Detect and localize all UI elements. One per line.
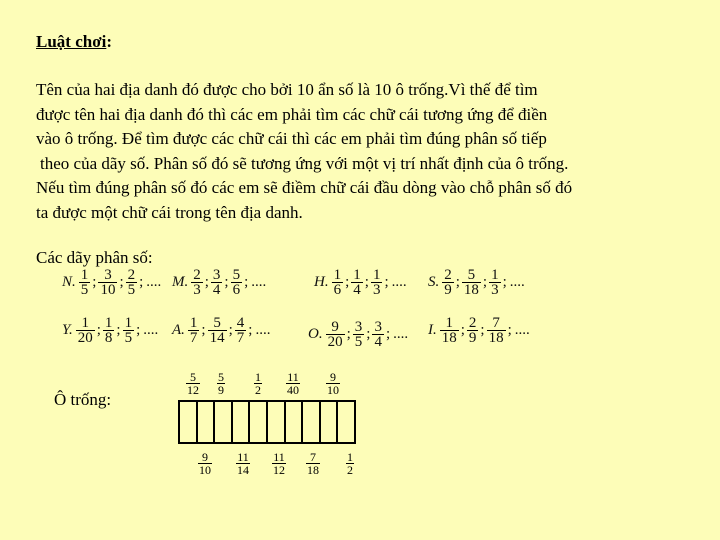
sequence-letter: M. <box>172 274 189 290</box>
denominator: 40 <box>287 383 299 397</box>
fraction <box>126 268 138 297</box>
sequence-letter: O. <box>308 326 323 342</box>
fraction <box>79 268 91 297</box>
numerator: 5 <box>213 315 221 331</box>
denominator: 9 <box>468 330 477 346</box>
answer-cell[interactable] <box>198 402 216 442</box>
numerator: 3 <box>354 319 363 335</box>
sequence-letter: N. <box>62 274 76 290</box>
comma: ; <box>244 274 249 290</box>
comma: ; <box>92 274 97 290</box>
numerator: 1 <box>80 267 89 283</box>
fraction <box>211 268 223 297</box>
denominator: 5 <box>124 330 133 346</box>
denominator: 9 <box>444 282 452 298</box>
denominator: 3 <box>491 282 499 298</box>
denominator: 20 <box>77 330 93 346</box>
comma: ; <box>502 274 507 290</box>
ellipsis: .... <box>509 274 525 290</box>
paragraph-line: Tên của hai địa danh đó được cho bởi 10 ẩn số là 10 ô trống.Vì thế để tìm <box>36 80 538 99</box>
numerator: 5 <box>218 370 224 384</box>
fraction <box>235 316 247 345</box>
fraction <box>103 316 115 345</box>
answer-cell[interactable] <box>268 402 286 442</box>
comma: ; <box>366 326 371 342</box>
denominator: 2 <box>255 383 261 397</box>
cell-fraction-label <box>272 448 286 476</box>
numerator: 1 <box>491 267 499 283</box>
cell-fraction-label <box>306 448 320 476</box>
numerator: 7 <box>492 315 500 331</box>
numerator: 9 <box>330 370 336 384</box>
sequence-a <box>172 316 270 345</box>
denominator: 5 <box>127 282 136 298</box>
fraction <box>191 268 203 297</box>
sequence-y <box>62 316 158 345</box>
numerator: 1 <box>81 315 89 331</box>
fraction <box>326 320 345 349</box>
numerator: 1 <box>124 315 133 331</box>
denominator: 8 <box>104 330 113 346</box>
numerator: 11 <box>237 450 249 464</box>
sequence-letter: A. <box>172 322 185 338</box>
denominator: 4 <box>374 334 382 350</box>
comma: ; <box>482 274 488 290</box>
cell-fraction-label <box>254 368 262 396</box>
sequence-m <box>172 268 266 297</box>
denominator: 4 <box>212 282 221 298</box>
numerator: 4 <box>236 315 245 331</box>
sequence-letter: H. <box>314 274 329 290</box>
paragraph-line: Nếu tìm đúng phân số đó các em sẽ điềm chữ cái đầu dòng vào chỗ phân số đó <box>36 178 573 197</box>
answer-cell[interactable] <box>338 402 354 442</box>
comma: ; <box>224 274 229 290</box>
answer-cell[interactable] <box>286 402 304 442</box>
fraction <box>332 268 344 297</box>
comma: ; <box>480 322 485 338</box>
cell-fraction-label <box>346 448 354 476</box>
fraction <box>208 316 227 345</box>
answer-cell[interactable] <box>233 402 251 442</box>
ellipsis: .... <box>393 326 409 342</box>
sequence-h <box>314 268 407 297</box>
numerator: 3 <box>374 319 382 335</box>
paragraph-line: ta được một chữ cái trong tên địa danh. <box>36 202 303 222</box>
numerator: 9 <box>331 319 339 335</box>
comma: ; <box>460 322 465 338</box>
numerator: 3 <box>104 267 112 283</box>
numerator: 2 <box>468 315 477 331</box>
fraction <box>489 268 501 297</box>
fraction <box>188 316 200 345</box>
cells-label: Ô trống: <box>54 390 112 409</box>
answer-cell[interactable] <box>303 402 321 442</box>
numerator: 11 <box>287 370 299 384</box>
numerator: 2 <box>444 267 452 283</box>
denominator: 10 <box>100 282 116 298</box>
sequence-letter: S. <box>428 274 440 290</box>
cell-fraction-label <box>326 368 340 396</box>
sequences-label: Các dãy phân số: <box>36 248 153 267</box>
comma: ; <box>136 322 141 338</box>
denominator: 6 <box>232 282 241 298</box>
paragraph-line: được tên hai địa danh đó thì các em phải tìm các chữ cái tương ứng để điền <box>36 104 548 124</box>
comma: ; <box>96 322 101 338</box>
answer-cell[interactable] <box>250 402 268 442</box>
comma: ; <box>507 322 512 338</box>
comma: ; <box>248 322 253 338</box>
denominator: 18 <box>307 463 319 477</box>
sequence-s <box>428 268 525 297</box>
cell-fraction-label <box>186 368 200 396</box>
denominator: 18 <box>441 330 457 346</box>
comma: ; <box>228 322 233 338</box>
fraction <box>351 268 363 297</box>
denominator: 4 <box>353 282 361 298</box>
sequence-n <box>62 268 161 297</box>
denominator: 5 <box>354 334 363 350</box>
numerator: 9 <box>202 450 208 464</box>
denominator: 10 <box>199 463 211 477</box>
numerator: 11 <box>273 450 285 464</box>
rules-title-text: Luật chơi <box>36 32 107 51</box>
fraction <box>353 320 365 349</box>
sequence-letter: Y. <box>62 322 73 338</box>
numerator: 5 <box>232 267 241 283</box>
sequence-letter: I. <box>428 322 437 338</box>
denominator: 3 <box>372 282 381 298</box>
fraction <box>372 320 384 349</box>
denominator: 10 <box>327 383 339 397</box>
numerator: 1 <box>353 267 361 283</box>
fraction <box>487 316 506 345</box>
numerator: 7 <box>310 450 316 464</box>
sequence-i <box>428 316 530 345</box>
denominator: 7 <box>189 330 198 346</box>
denominator: 3 <box>193 282 201 298</box>
denominator: 5 <box>80 282 89 298</box>
answer-cell[interactable] <box>215 402 233 442</box>
ellipsis: .... <box>143 322 159 338</box>
numerator: 1 <box>189 315 198 331</box>
cell-fraction-label <box>286 368 300 396</box>
cell-fraction-label <box>236 448 250 476</box>
comma: ; <box>346 326 351 342</box>
paragraph-line: vào ô trống. Để tìm được các chữ cái thì các em phải tìm đúng phân số tiếp <box>36 129 547 148</box>
fraction <box>467 316 479 345</box>
fraction <box>98 268 117 297</box>
fraction <box>462 268 481 297</box>
numerator: 1 <box>445 315 453 331</box>
comma: ; <box>364 274 369 290</box>
rules-paragraph <box>36 78 696 225</box>
numerator: 3 <box>212 267 221 283</box>
numerator: 5 <box>190 370 196 384</box>
comma: ; <box>384 274 389 290</box>
rules-title-colon: : <box>106 32 113 51</box>
comma: ; <box>201 322 206 338</box>
paragraph-line: theo của dãy số. Phân số đó sẽ tương ứng với một vị trí nhất định của ô trống. <box>40 153 569 173</box>
fraction <box>442 268 454 297</box>
comma: ; <box>455 274 460 290</box>
denominator: 18 <box>463 282 479 298</box>
fraction <box>231 268 243 297</box>
answer-boxes <box>178 400 356 444</box>
denominator: 14 <box>237 463 249 477</box>
comma: ; <box>139 274 144 290</box>
denominator: 7 <box>236 330 245 346</box>
comma: ; <box>119 274 124 290</box>
numerator: 1 <box>255 370 261 384</box>
denominator: 9 <box>218 383 224 397</box>
denominator: 6 <box>333 282 342 298</box>
comma: ; <box>204 274 209 290</box>
fraction <box>371 268 383 297</box>
ellipsis: .... <box>514 322 530 338</box>
ellipsis: .... <box>255 322 271 338</box>
answer-cell[interactable] <box>321 402 339 442</box>
denominator: 2 <box>347 463 353 477</box>
numerator: 2 <box>193 267 201 283</box>
numerator: 2 <box>127 267 136 283</box>
rules-title <box>36 32 112 52</box>
comma: ; <box>116 322 121 338</box>
comma: ; <box>385 326 391 342</box>
cell-fraction-label <box>217 368 225 396</box>
answer-cell[interactable] <box>180 402 198 442</box>
sequence-o <box>308 320 408 349</box>
ellipsis: .... <box>391 274 407 290</box>
ellipsis: .... <box>251 274 267 290</box>
denominator: 20 <box>327 334 343 350</box>
fraction <box>123 316 135 345</box>
cell-fraction-label <box>198 448 212 476</box>
numerator: 5 <box>467 267 476 283</box>
fraction <box>76 316 95 345</box>
numerator: 1 <box>372 267 381 283</box>
numerator: 1 <box>104 315 113 331</box>
denominator: 14 <box>209 330 225 346</box>
denominator: 12 <box>187 383 199 397</box>
numerator: 1 <box>333 267 342 283</box>
ellipsis: .... <box>146 274 162 290</box>
denominator: 12 <box>273 463 285 477</box>
numerator: 1 <box>347 450 353 464</box>
comma: ; <box>345 274 350 290</box>
denominator: 18 <box>488 330 504 346</box>
fraction <box>440 316 459 345</box>
